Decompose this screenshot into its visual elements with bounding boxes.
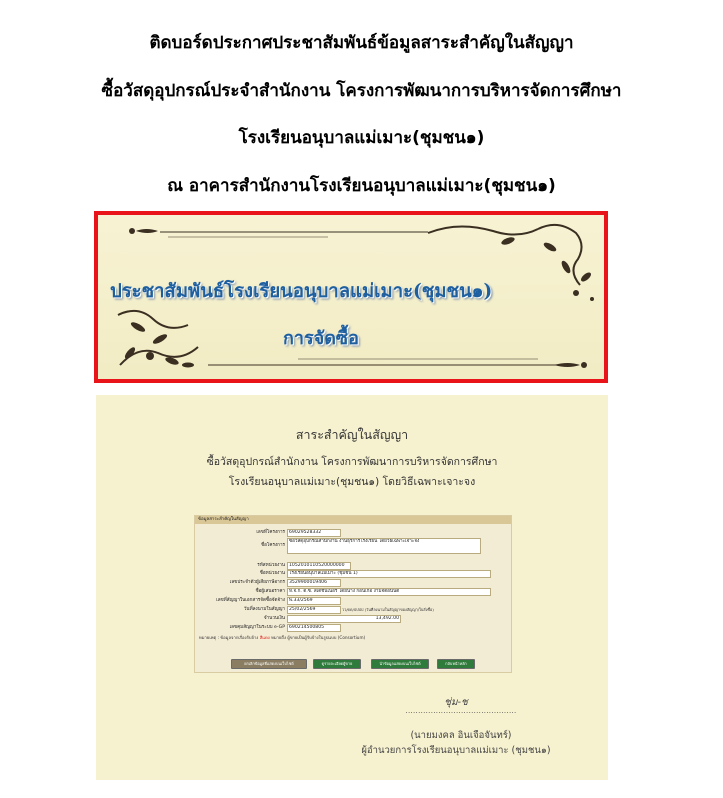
- contract-form: [194, 515, 512, 673]
- signature-dots: ............................................: [405, 707, 517, 715]
- document-line-1: ซื้อวัสดุอุปกรณ์สำนักงาน โครงการพัฒนาการบริหารจัดการศึกษา: [206, 456, 498, 468]
- back-home-button[interactable]: กลับหน้าหลัก: [437, 659, 475, 669]
- vendor-name-field[interactable]: ห.จ.ก. ดี.ซี. สเตชั่นเนอรี่ โดยนาง กอนเกือ งามจิตอนันต์: [287, 588, 491, 596]
- form-row: [195, 624, 511, 631]
- form-row: [195, 597, 511, 604]
- field-label: ชื่อหน่วยงาน: [259, 571, 285, 576]
- field-label: เลขที่สัญญาในเอกสารจัดซื้อจัดจ้าง: [216, 598, 285, 603]
- heading-line-4: ณ อาคารสำนักงานโรงเรียนอนุบาลแม่เมาะ(ชุมชน๑): [167, 176, 556, 196]
- document-line-2: โรงเรียนอนุบาลแม่เมาะ(ชุมชน๑) โดยวิธีเฉพาะเจาะจง: [228, 476, 476, 488]
- field-label: เลขประจำตัวผู้เสียภาษีอากร: [229, 580, 285, 585]
- promo-banner: [94, 211, 608, 383]
- field-label: ชื่อผู้เสนอราคา: [255, 589, 285, 594]
- agency-code-field[interactable]: 1052010110520000000: [287, 562, 351, 570]
- form-header: ข้อมูลสาระสำคัญในสัญญา: [195, 516, 511, 524]
- form-row: [195, 570, 511, 577]
- form-note: [199, 634, 365, 641]
- field-label: ชื่อโครงการ: [261, 543, 285, 548]
- contract-number-field[interactable]: พ.33/2569: [287, 597, 341, 605]
- note-red: สีแดง: [259, 635, 270, 640]
- document-title: สาระสำคัญในสัญญา: [295, 427, 409, 442]
- form-row: [195, 615, 511, 622]
- form-row: [195, 529, 511, 536]
- egp-number-field[interactable]: 690214500805: [287, 624, 341, 632]
- form-row: [195, 606, 511, 613]
- project-number-field[interactable]: 69029528332: [287, 529, 341, 537]
- banner-subtitle: การจัดซื้อ: [283, 328, 359, 349]
- contract-document: [96, 395, 608, 780]
- tax-id-field[interactable]: 3529900019406: [287, 579, 341, 587]
- signer-name: (นายมงคล อินเจือจันทร์): [410, 730, 512, 741]
- field-label: เลขคุมสัญญาในระบบ e-GP: [229, 625, 285, 630]
- heading-line-2: ซื้อวัสดุอุปกรณ์ประจำสำนักงาน โครงการพัฒนาการบริหารจัดการศึกษา: [101, 81, 622, 101]
- banner-title: ประชาสัมพันธ์โรงเรียนอนุบาลแม่เมาะ(ชุมชน๑): [110, 281, 493, 302]
- field-label: วันที่ลงนามในสัญญา: [243, 607, 285, 612]
- amount-field[interactable]: 13,492.00: [287, 615, 401, 623]
- field-label: เลขที่โครงการ: [256, 530, 285, 535]
- heading-line-1: ติดบอร์ดประกาศประชาสัมพันธ์ข้อมูลสาระสำคัญในสัญญา: [149, 33, 574, 53]
- agency-name-field[interactable]: โรงเรียนอนุบาลแม่เมาะ (ชุมชน 1): [287, 570, 491, 578]
- cancel-publish-button[interactable]: ยกเลิกข้อมูลที่แสดงบนเว็บไซต์: [231, 659, 307, 669]
- signer-position: ผู้อำนวยการโรงเรียนอนุบาลแม่เมาะ (ชุมชน๑): [361, 745, 551, 756]
- project-name-field[interactable]: ซื้อวัสดุอุปกรณ์สำนักงาน งานธุรการโรงเรียน โดยวิธีเฉพาะเจาะจง: [287, 538, 481, 554]
- field-label: จำนวนเงิน: [263, 616, 285, 621]
- form-row: [195, 538, 511, 554]
- heading-line-3: โรงเรียนอนุบาลแม่เมาะ(ชุมชน๑): [238, 128, 485, 148]
- note-prefix: หมายเหตุ : ข้อมูลจากเรื่องรับจ้าง: [199, 635, 259, 640]
- sign-date-field[interactable]: 25/02/2569: [287, 606, 341, 614]
- form-row: [195, 588, 511, 595]
- vendor-details-button[interactable]: ดูรายละเอียดผู้ขาย: [313, 659, 361, 669]
- form-row: [195, 579, 511, 586]
- sign-date-hint: วว/ดด/ปปปป (วันที่ลงนามในสัญญาของสัญญา/ใบสั่งซื้อ): [342, 607, 434, 612]
- note-suffix: หมายถึง ผู้ขายเป็นผู้รับจ้างในรูปแบบ (Consortium): [271, 635, 366, 640]
- form-row: [195, 562, 511, 569]
- signature-scribble: ชุ่ม-ช: [444, 697, 468, 708]
- publish-button[interactable]: นำข้อมูลแสดงบนเว็บไซต์: [371, 659, 429, 669]
- field-label: รหัสหน่วยงาน: [257, 563, 285, 568]
